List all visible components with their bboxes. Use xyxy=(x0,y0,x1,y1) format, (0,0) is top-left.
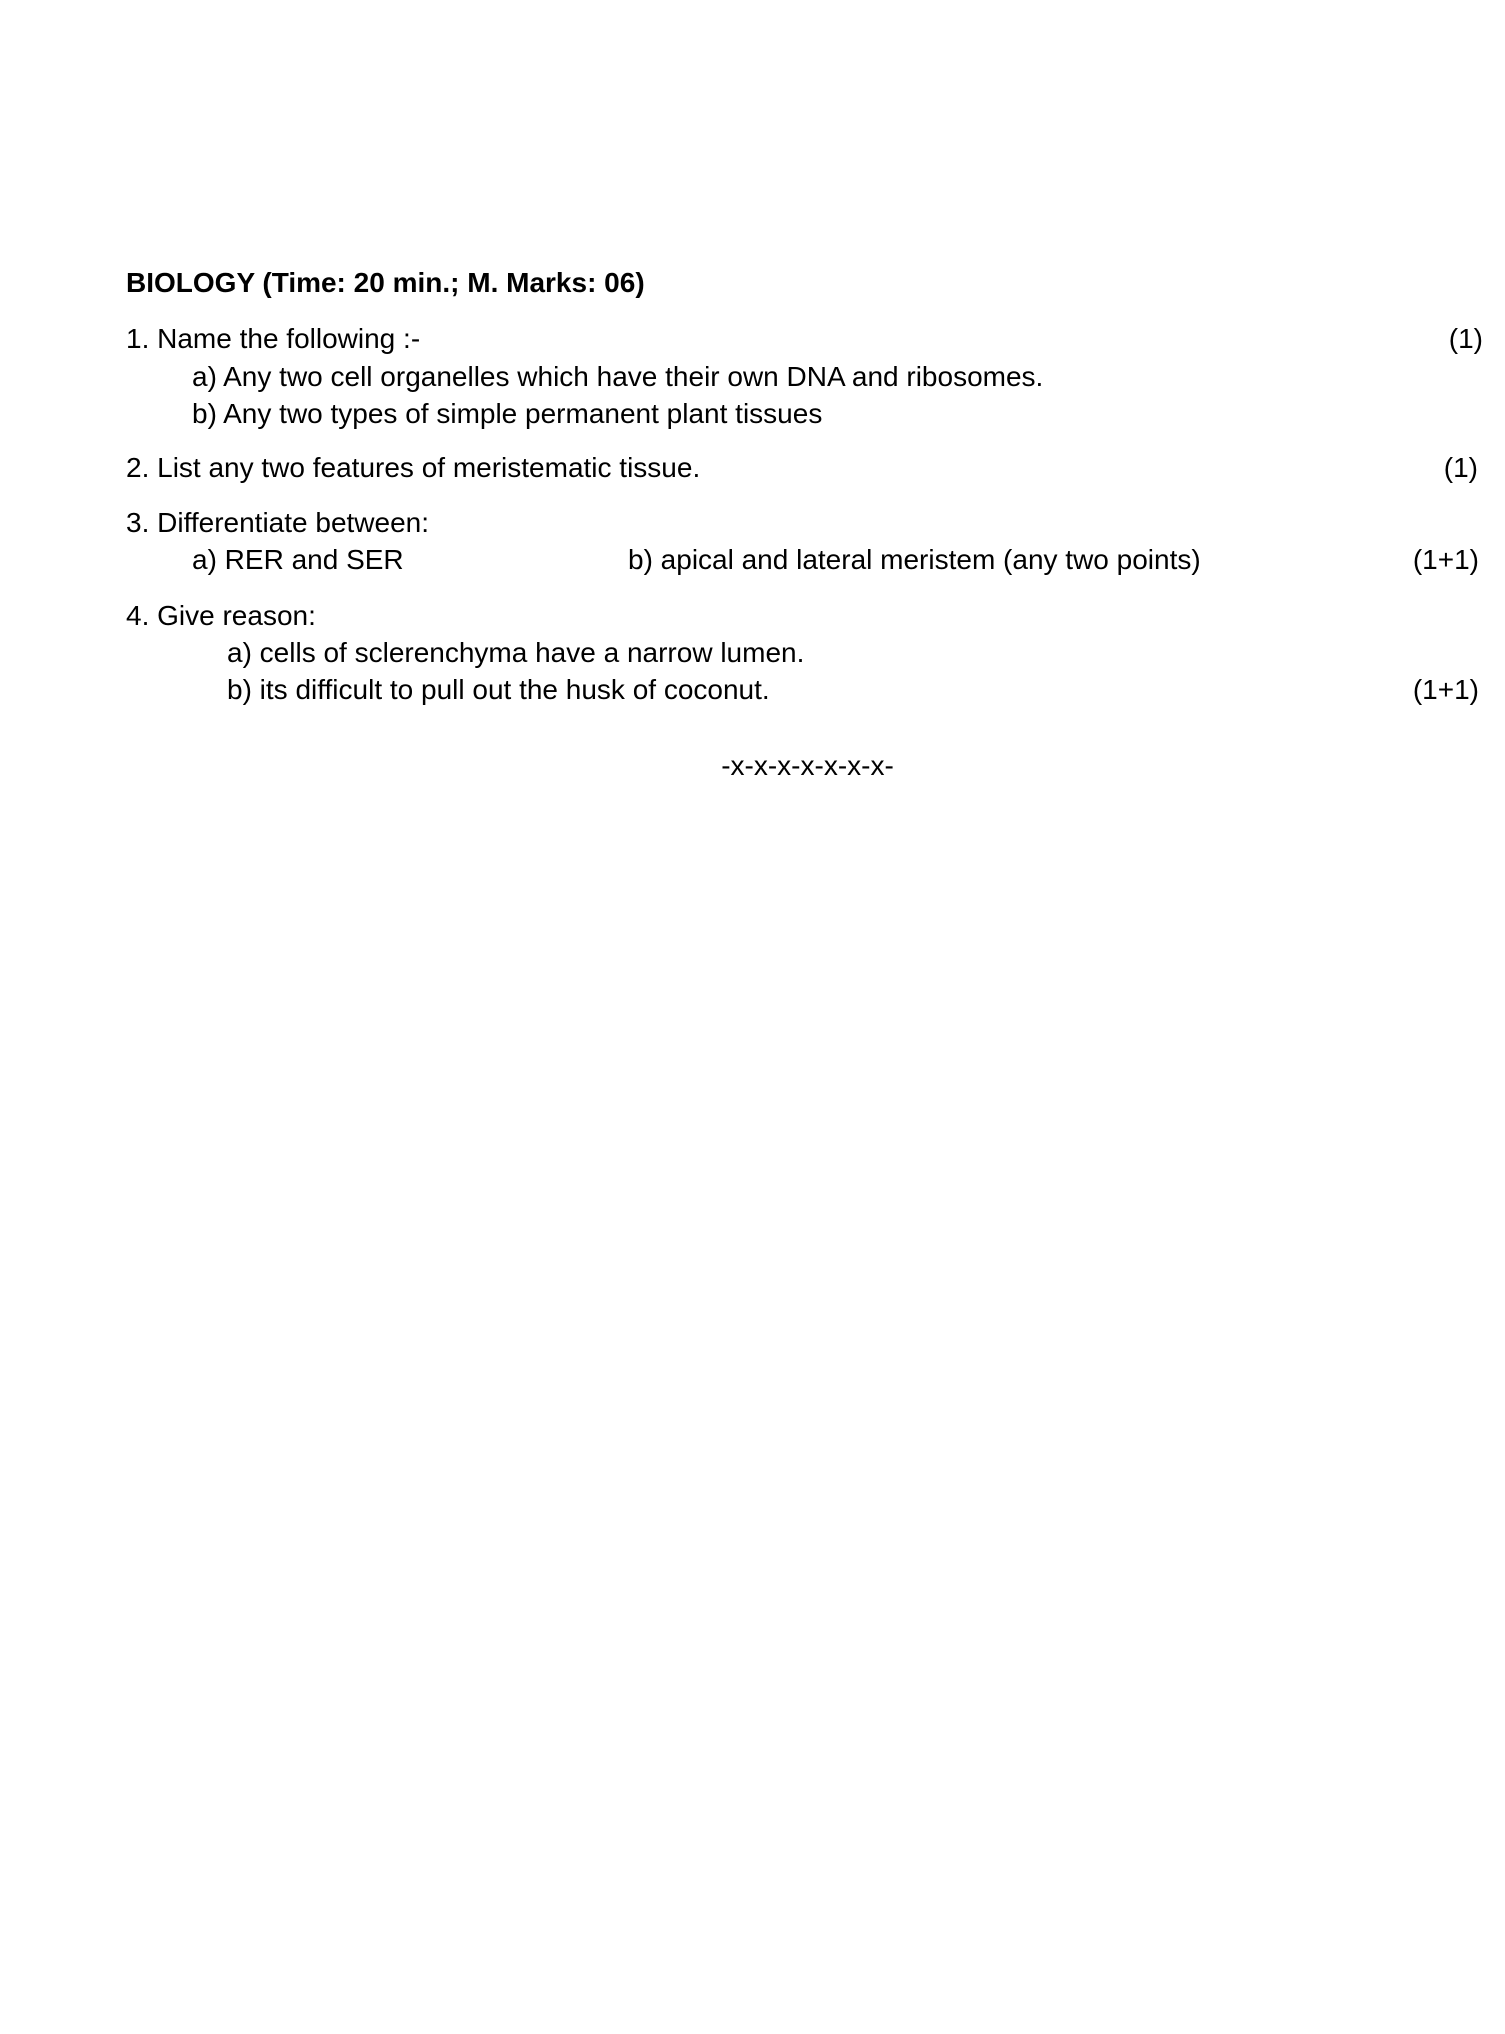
end-of-paper-marker: -x-x-x-x-x-x-x- xyxy=(721,750,894,781)
section-title: BIOLOGY (Time: 20 min.; M. Marks: 06) xyxy=(126,267,645,298)
question-3-part-a: a) RER and SER xyxy=(192,544,404,575)
question-1-text: 1. Name the following :- xyxy=(126,323,421,354)
question-4-part-a: a) cells of sclerenchyma have a narrow lumen. xyxy=(227,637,805,668)
question-3-part-b: b) apical and lateral meristem (any two points) xyxy=(628,544,1201,575)
question-1-marks: (1) xyxy=(1448,323,1483,354)
question-1-part-a: a) Any two cell organelles which have their own DNA and ribosomes. xyxy=(192,361,1044,392)
question-4-text: 4. Give reason: xyxy=(126,600,316,631)
question-3-text: 3. Differentiate between: xyxy=(126,507,430,538)
question-1-part-b: b) Any two types of simple permanent plant tissues xyxy=(192,398,823,429)
question-4-part-b: b) its difficult to pull out the husk of coconut. xyxy=(227,674,770,705)
question-2-marks: (1) xyxy=(1443,452,1478,483)
question-3-marks: (1+1) xyxy=(1412,544,1479,575)
question-2-text: 2. List any two features of meristematic tissue. xyxy=(126,452,701,483)
question-4-marks: (1+1) xyxy=(1412,674,1479,705)
